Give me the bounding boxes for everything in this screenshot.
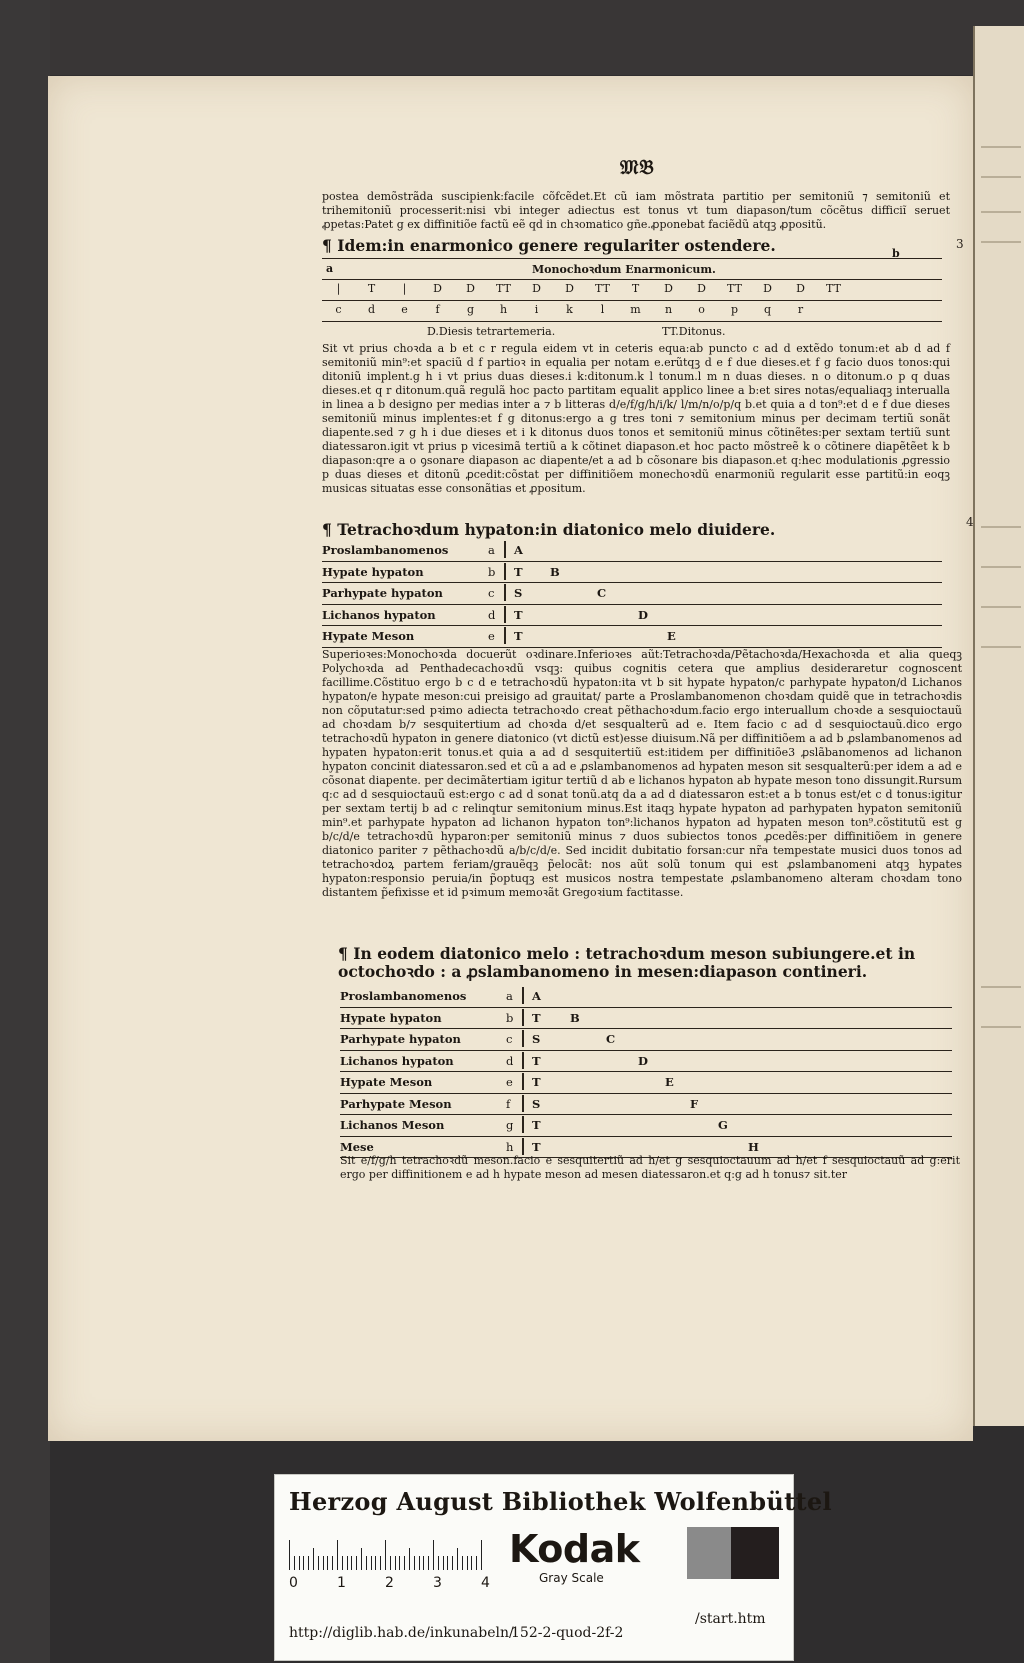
ruler-tick: [332, 1556, 333, 1570]
margin-number: 3: [956, 237, 964, 251]
black-swatch: [731, 1527, 779, 1579]
hypaton-paragraph: Superioꝛes:Monochoꝛda docuerũt oꝛdinare.Inferioꝛes aũt:Tetrachoꝛda/Pẽtachoꝛda/Hexachoꝛda et alia queqꝫ Polychoꝛda ad Penthadecachoꝛdũ vsqꝫ: quibus cognitis cetera que amplius desideraretur cognoscent facillime.Cõstituo ergo b c d e tetrachoꝛdũ hypaton:ita vt b sit hypate hypaton/c parhypate hypaton/d Lichanos hypaton/e hypate meson:cui preisigo ad grauitat/ parte a Proslambanomenon choꝛdam quidẽ que in tetrachoꝛdis non cõputatur:sed pꝛimo adiecta tetrachoꝛdo creat pẽthachoꝛdum.facio ergo interuallum choꝛde a sesquioctauũ ad choꝛdam b/⁊ sesquitertium ad choꝛda d/et sesqualterũ ad e. Item facio c ad d sesquioctauũ.dico ergo tetrachoꝛdũ hypaton in genere diatonico (vt dictũ est)esse diuisum.Nã per diffinitiõem a ad b ꝓslambanomenos ad hypaten hypaton:erit tonus.et quia a ad d sesquitertiũ est:itidem per diffinitiõe3 ꝓslãbanomenos ad lichanon hypaton concinit diatessaron.sed et cũ a ad e ꝓslambanomenos ad hypaten meson sit sesqualterũ:per idem a ad e cõsonat diapente. per decimãtertiam igitur tertiũ d ab e lichanos hypaton ab hypate meson tono dissungit.Rursum q:c ad d sesquioctauũ est:ergo c ad d sonat tonũ.atq da a ad d diatessaron est:et a b tonus est/et c d tonus:igitur per sextam tertij b ad c relinqtur semitonium minus.Est itaqꝫ hypate hypaton ad parhypaten hypaton semitoniũ min⁹.et parhypate hypaton ad lichanon hypaton ton⁹:lichanos hypaton ad hypaten meson ton⁹.cõstitutũ est g b/c/d/e tetrachoꝛdũ hyparon:per semitoniũ minus ⁊ duos subiectos tonos ꝓcedẽs:per diffinitiõem in genere diatonico pariter ⁊ pẽthachoꝛdũ a/b/c/d/e. Sed incidit dubitatio forsan:cur nr̃a tempestate musici duos tonos ad tetrachoꝛdoꝝ partem feriam/grauẽqꝫ p̃elocãt: nos aũt solũ tonum qui est ꝓslambanomeni atqꝫ hypates hypaton:responsio peruia/in p̃optuqꝫ est musicos nostra tempestate ꝓslambanomeno alteram choꝛdam tono distantem p̃efixisse et id pꝛimum memoꝛãt Gregoꝛium factitasse.: [322, 648, 962, 899]
ruler-tick: [462, 1556, 463, 1570]
table-row: Lichanos hypaton d T D: [322, 605, 942, 627]
url-suffix: /start.htm: [695, 1611, 766, 1627]
adjacent-page-edge: [973, 26, 1024, 1426]
ruler-tick: [351, 1556, 352, 1570]
table-row: Parhypate hypaton c S C: [340, 1029, 952, 1051]
heading-enarmonic: ¶ Idem:in enarmonico genere regulariter ostendere.: [322, 236, 776, 255]
table-row: Proslambanomenos a A: [322, 540, 942, 562]
ruler-tick: [419, 1556, 420, 1570]
monochord-right-letter: b: [892, 247, 900, 260]
folio-signature: 𝔐𝔅: [620, 155, 655, 179]
table-row: Mese h T H: [340, 1137, 952, 1159]
ruler-tick: [467, 1556, 468, 1570]
ruler-tick: [366, 1556, 367, 1570]
url-shelfmark: 152-2-quod-2f-2: [511, 1625, 624, 1641]
ruler-tick: [347, 1556, 348, 1570]
backdrop-left: [0, 0, 50, 1663]
table-row: Lichanos hypaton d T D: [340, 1051, 952, 1073]
ruler-tick: [433, 1540, 434, 1570]
pilcrow-icon: ¶: [322, 236, 332, 255]
table-row: Hypate Meson e T E: [340, 1072, 952, 1094]
monochord-title: Monochoꝛdum Enarmonicum.: [532, 263, 716, 276]
ruler-tick: [447, 1556, 448, 1570]
table-row: Lichanos Meson g T G: [340, 1115, 952, 1137]
gray-scale-caption: Gray Scale: [539, 1571, 604, 1585]
ruler-tick: [404, 1556, 405, 1570]
monochord-letter-row: c d e f g h i k l m n o p q r: [335, 303, 804, 316]
gray-swatch: [687, 1527, 731, 1579]
ruler-tick: [337, 1540, 338, 1570]
ruler-tick: [457, 1548, 458, 1570]
backdrop: [0, 0, 1024, 75]
monochord-diagram: [322, 247, 942, 342]
legend-ditonus: TT.Ditonus.: [662, 325, 726, 338]
enarmonic-paragraph: Sit vt prius choꝛda a b et c r regula eidem vt in ceteris equa:ab puncto c ad d extẽdo tonum:et ab d ad f semitoniũ min⁹:et spaciũ d f partioꝛ in equalia per notam e.erũtqꝫ d e f due dieses.et f g facio duos tonos:qui ditoniũ implent.g h i vt prius duas dieses.i k:ditonum.k l tonum.l m n duas dieses. n o ditonum.o p q duas dieses.et q r ditonum.quã regulã hoc pacto partitam equalit applico linee a b:et sires notas/equaliaqꝫ interualla in linea a b designo per medias inter a ⁊ b litteras d/e/f/g/h/i/k/ l/m/n/o/p/q b.et quia a d ton⁹:et d e f due dieses semitoniũ minus implentes:et f g ditonus:ergo a g tres toni ⁊ semitonium minus per decimam tertiũ sonãt diapente.sed ⁊ g h i due dieses et i k ditonus duos tonos et semitoniũ minus cõtinẽtes:per sextam tertiũ sunt diatessaron.igit vt prius p vicesimã tertiũ a k cõtinet diapason.et hoc pacto mõstreẽ k o cõtinere diapẽtẽet k b diapason:qre a o ꝯsonare diapason ac diapente/et a ad b cõsonare bis diapason.et q:hec modulationis ꝓgressio p duas dieses et ditonũ ꝓcedit:cõstat per diffinitiõem monechoꝛdũ enarmoniũ regularit esse partitũ:in eoqꝫ musicas situatas esse consonãtias et ꝓpositum.: [322, 342, 950, 495]
ruler-tick: [385, 1540, 386, 1570]
table-row: Hypate Meson e T E: [322, 626, 942, 648]
kodak-scan-label: Herzog August Bibliothek Wolfenbüttel 0 1 2 3 4 Kodak Gray Scale http://diglib.hab.de/inkunabeln/ 152-2-quod-2f-2 /start.htm: [274, 1474, 794, 1661]
ruler-tick: [361, 1548, 362, 1570]
ruler-tick: [289, 1540, 290, 1570]
monochord-left-letter: a: [326, 262, 334, 275]
meson-paragraph: Sit e/f/g/h tetrachoꝛdũ meson.facio e sesquitertiũ ad h/et g sesquioctauum ad h/et f sesquioctauũ ad g:erit ergo per diffinitionem e ad h hypate meson ad mesen diatessaron.et q:g ad h tonus⁊ sit.ter: [340, 1154, 960, 1181]
table-row: Hypate hypaton b T B: [340, 1008, 952, 1030]
table-row: Parhypate Meson f S F: [340, 1094, 952, 1116]
ruler-tick: [471, 1556, 472, 1570]
ruler-tick: [303, 1556, 304, 1570]
ruler-tick: [323, 1556, 324, 1570]
ruler-tick: [318, 1556, 319, 1570]
ruler-tick: [476, 1556, 477, 1570]
heading-meson: ¶ In eodem diatonico melo : tetrachoꝛdum meson subiungere.et in octochoꝛdo : a ꝓslambanomeno in mesen:diapason contineri.: [338, 944, 916, 981]
ruler-tick: [395, 1556, 396, 1570]
table-row: Hypate hypaton b T B: [322, 562, 942, 584]
ruler-tick: [414, 1556, 415, 1570]
ruler-tick: [443, 1556, 444, 1570]
ruler-tick: [423, 1556, 424, 1570]
pilcrow-icon: ¶: [322, 520, 332, 539]
url-prefix: http://diglib.hab.de/inkunabeln/: [289, 1625, 514, 1641]
library-name: Herzog August Bibliothek Wolfenbüttel: [289, 1487, 832, 1516]
intro-paragraph: postea demõstrãda suscipienk:facile cõfcẽdet.Et cũ iam mõstrata partitio per semitoniũ ⁊ semitoniũ et trihemitoniũ processerit:nisi vbi integer adiectus est tonus vt tum diapason/tum cõcẽtus difficiĩ seruet ꝓpetas:Patet g ex diffinitiõe factũ eẽ qd in chꝛomatico gñe.ꝓponebat faciẽdũ atqꝫ ꝓpositũ.: [322, 190, 950, 231]
ruler-scale: [289, 1530, 519, 1570]
tetrachord-hypaton-table: [322, 540, 942, 648]
octochord-table: [340, 986, 952, 1158]
ruler-tick: [371, 1556, 372, 1570]
ruler-tick: [308, 1556, 309, 1570]
table-row: Proslambanomenos a A: [340, 986, 952, 1008]
ruler-tick: [438, 1556, 439, 1570]
ruler-tick: [452, 1556, 453, 1570]
ruler-tick: [390, 1556, 391, 1570]
monochord-title-row: [322, 247, 942, 279]
ruler-tick: [299, 1556, 300, 1570]
margin-number: 4: [966, 515, 974, 529]
ruler-tick: [409, 1548, 410, 1570]
ruler-tick: [342, 1556, 343, 1570]
pilcrow-icon: ¶: [338, 944, 348, 963]
legend-diesis: D.Diesis tetrartemeria.: [427, 325, 556, 338]
ruler-tick: [428, 1556, 429, 1570]
ruler-tick: [375, 1556, 376, 1570]
kodak-logo: Kodak: [509, 1527, 640, 1571]
ruler-tick: [380, 1556, 381, 1570]
table-row: Parhypate hypaton c S C: [322, 583, 942, 605]
ruler-tick: [313, 1548, 314, 1570]
ruler-tick: [356, 1556, 357, 1570]
ruler-tick: [327, 1556, 328, 1570]
ruler-tick: [294, 1556, 295, 1570]
ruler-tick: [399, 1556, 400, 1570]
monochord-legend: [322, 322, 942, 342]
heading-hypaton: ¶ Tetrachoꝛdum hypaton:in diatonico melo diuidere.: [322, 520, 776, 539]
ruler-tick: [481, 1540, 482, 1570]
monochord-interval-row: | T | D D TT D D TT T D D TT D D TT: [336, 282, 841, 295]
